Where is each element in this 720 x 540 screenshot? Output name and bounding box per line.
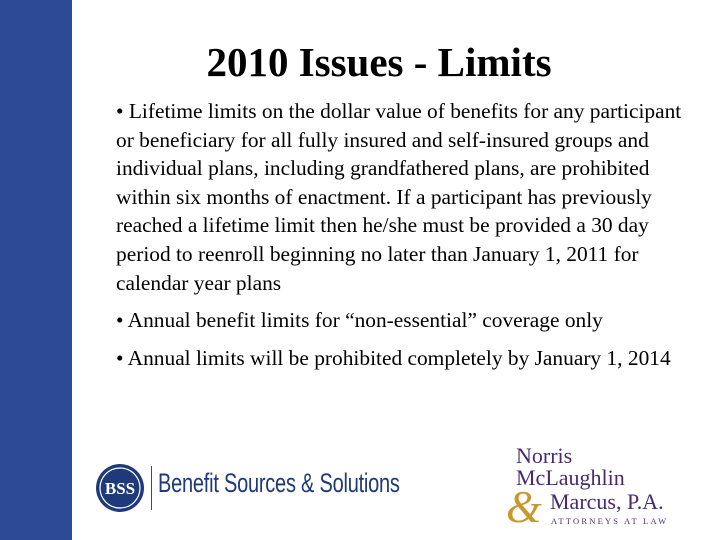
nmm-line-norris: Norris	[516, 443, 573, 468]
nmm-tagline: ATTORNEYS AT LAW	[551, 516, 669, 526]
bss-monogram-icon	[95, 463, 145, 513]
nmm-ampersand: &	[506, 481, 542, 532]
nmm-line-mclaughlin: McLaughlin	[516, 465, 625, 490]
bss-company-name: Benefit Sources & Solutions	[158, 468, 400, 498]
nmm-logo	[506, 443, 692, 532]
bullet-list	[116, 97, 696, 381]
bullet-lifetime-limits: • Lifetime limits on the dollar value of benefits for any participant or beneficiary for all fully insured and self-insured groups and individual plans, including grandfathered plans, are prohibited within six months of enactment. If a participant has previously reached a lifetime limit then he/she must be provided a 30 day period to reenroll beginning no later than January 1, 2011 for calendar year plans	[116, 99, 682, 295]
bullet-annual-limits-2014: • Annual limits will be prohibited completely by January 1, 2014	[116, 345, 671, 370]
slide-title: 2010 Issues - Limits	[206, 39, 552, 85]
bullet-annual-limits-nonessential: • Annual benefit limits for “non-essential” coverage only	[116, 308, 603, 333]
side-accent-bar	[0, 0, 72, 540]
nmm-line-marcus: Marcus, P.A.	[550, 489, 664, 514]
bss-monogram: BSS	[104, 479, 136, 498]
bss-logo	[95, 460, 400, 516]
bss-separator	[151, 466, 152, 510]
